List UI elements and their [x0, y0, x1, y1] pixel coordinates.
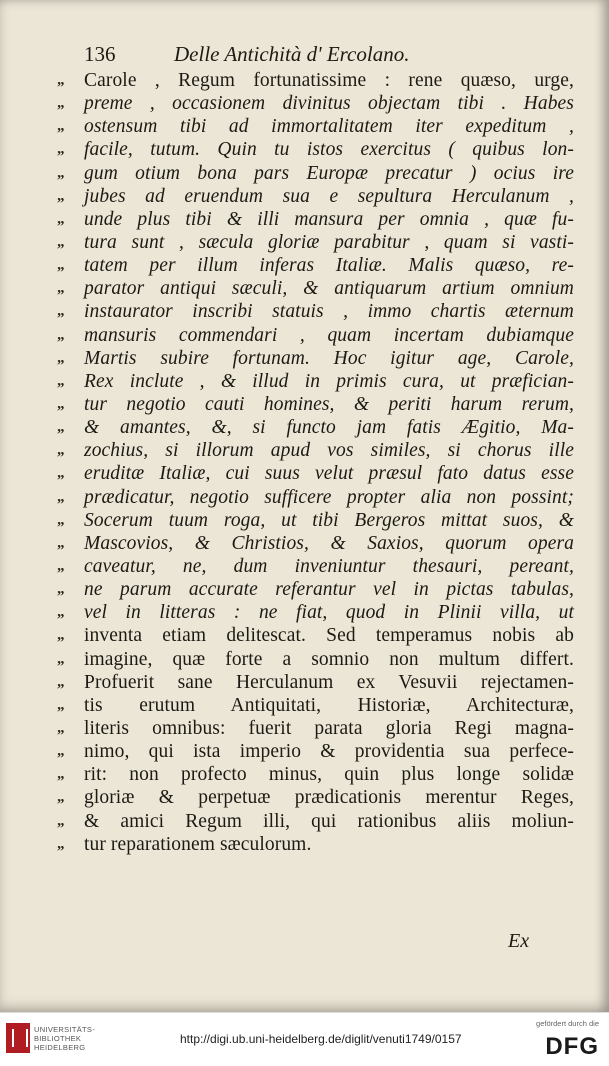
quote-mark: „ [57, 257, 65, 274]
quote-mark: „ [57, 118, 65, 135]
text-line: Profuerit sane Herculanum ex Vesuvii rejectamen- [84, 671, 574, 693]
text-line: gloriæ & perpetuæ prædicationis merentur Reges, [84, 787, 574, 809]
text-line: parator antiqui sæculi, & antiquarum artium omnium [84, 278, 574, 300]
text-line: eruditæ Italiæ, cui suus velut præsul fato datus esse [84, 463, 574, 485]
text-line: ne parum accurate referantur vel in pictas tabulas, [84, 579, 574, 601]
quote-mark: „ [57, 604, 65, 621]
text-line: mansuris commendari , quam incertam dubiamque [84, 324, 574, 346]
quote-mark: „ [57, 233, 65, 250]
quote-mark: „ [57, 488, 65, 505]
text-line: instaurator inscribi statuis , immo chartis æternum [84, 301, 574, 323]
body-text [84, 69, 574, 856]
quote-mark: „ [57, 673, 65, 690]
text-line: caveatur, ne, dum inveniuntur thesauri, pereant, [84, 555, 574, 577]
text-line: Rex inclute , & illud in primis cura, ut præfician- [84, 370, 574, 392]
text-line: gum otium bona pars Europæ precatur ) ocius ire [84, 162, 574, 184]
text-line: zochius, si illorum apud vos similes, si chorus ille [84, 440, 574, 462]
quote-mark: „ [57, 187, 65, 204]
text-line: unde plus tibi & illi mansura per omnia , quæ fu- [84, 208, 574, 230]
quote-mark: „ [57, 511, 65, 528]
text-line: tura sunt , sæcula gloriæ parabitur , quam si vasti- [84, 231, 574, 253]
text-line: Martis subire fortunam. Hoc igitur age, Carole, [84, 347, 574, 369]
text-line: Mascovios, & Christios, & Saxios, quorum opera [84, 532, 574, 554]
quote-mark: „ [57, 766, 65, 783]
quotation-marks-column [57, 69, 81, 856]
bleed-line [200, 855, 580, 875]
quote-mark: „ [57, 349, 65, 366]
quote-mark: „ [57, 210, 65, 227]
quote-mark: „ [57, 395, 65, 412]
funding-note: gefördert durch die [536, 1019, 599, 1028]
quote-mark: „ [57, 627, 65, 644]
library-name-line1: UNIVERSITÄTS- [34, 1025, 95, 1034]
text-line: ostensum tibi ad immortalitatem iter expeditum , [84, 116, 574, 138]
text-line: Carole , Regum fortunatissime : rene quæso, urge, [84, 70, 574, 91]
text-line: facile, tutum. Quin tu istos exercitus ( quibus lon- [84, 139, 574, 161]
text-line: Socerum tuum roga, ut tibi Bergeros mittat suos, & [84, 509, 574, 531]
text-line: tatem per illum inferas Italiæ. Malis quæso, re- [84, 255, 574, 277]
text-line: inventa etiam delitescat. Sed temperamus nobis ab [84, 625, 574, 647]
university-library-logo-icon[interactable] [6, 1023, 30, 1053]
quote-mark: „ [57, 812, 65, 829]
quote-mark: „ [57, 372, 65, 389]
viewer-footer [0, 1012, 609, 1066]
text-line: vel in litteras : ne fiat, quod in Plinii villa, ut [84, 602, 574, 624]
permalink-url[interactable]: http://digi.ub.uni-heidelberg.de/diglit/venuti1749/0157 [180, 1032, 462, 1046]
quote-mark: „ [57, 303, 65, 320]
page-number: 136 [84, 42, 116, 66]
quote-mark: „ [57, 835, 65, 852]
page-header [84, 40, 564, 68]
quote-mark: „ [57, 650, 65, 667]
running-title: Delle Antichità d' Ercolano. [174, 42, 410, 66]
quote-mark: „ [57, 557, 65, 574]
library-name[interactable] [34, 1025, 95, 1052]
catchword: Ex [508, 930, 530, 952]
text-line: & amici Regum illi, qui rationibus aliis moliun- [84, 810, 574, 832]
quote-mark: „ [57, 719, 65, 736]
text-line: jubes ad eruendum sua e sepultura Herculanum , [84, 185, 574, 207]
quote-mark: „ [57, 696, 65, 713]
quote-mark: „ [57, 280, 65, 297]
quote-mark: „ [57, 534, 65, 551]
text-line: preme , occasionem divinitus objectam tibi . Habes [84, 93, 574, 115]
quote-mark: „ [57, 789, 65, 806]
quote-mark: „ [57, 164, 65, 181]
quote-mark: „ [57, 95, 65, 112]
text-line: rit: non profecto minus, quin plus longe solidæ [84, 764, 574, 786]
quote-mark: „ [57, 141, 65, 158]
text-line: prædicatur, negotio sufficere propter alia non possint; [84, 486, 574, 508]
quote-mark: „ [57, 326, 65, 343]
text-line: & amantes, &, si functo jam fatis Ægitio, Ma- [84, 417, 574, 439]
text-line: nimo, qui ista imperio & providentia sua perfece- [84, 741, 574, 763]
text-line: tur negotio cauti homines, & periti harum rerum, [84, 393, 574, 415]
quote-mark: „ [57, 72, 65, 88]
text-line: tur reparationem sæculorum. [84, 833, 312, 855]
quote-mark: „ [57, 442, 65, 459]
quote-mark: „ [57, 743, 65, 760]
dfg-logo[interactable]: DFG [545, 1033, 599, 1060]
quote-mark: „ [57, 465, 65, 482]
quote-mark: „ [57, 419, 65, 436]
text-line: literis omnibus: fuerit parata gloria Regi magna- [84, 717, 574, 739]
library-name-line2: BIBLIOTHEK [34, 1034, 82, 1043]
quote-mark: „ [57, 581, 65, 598]
library-name-line3: HEIDELBERG [34, 1043, 86, 1052]
text-line: imagine, quæ forte a somnio non multum differt. [84, 648, 574, 670]
text-line: tis erutum Antiquitati, Historiæ, Architecturæ, [84, 694, 574, 716]
